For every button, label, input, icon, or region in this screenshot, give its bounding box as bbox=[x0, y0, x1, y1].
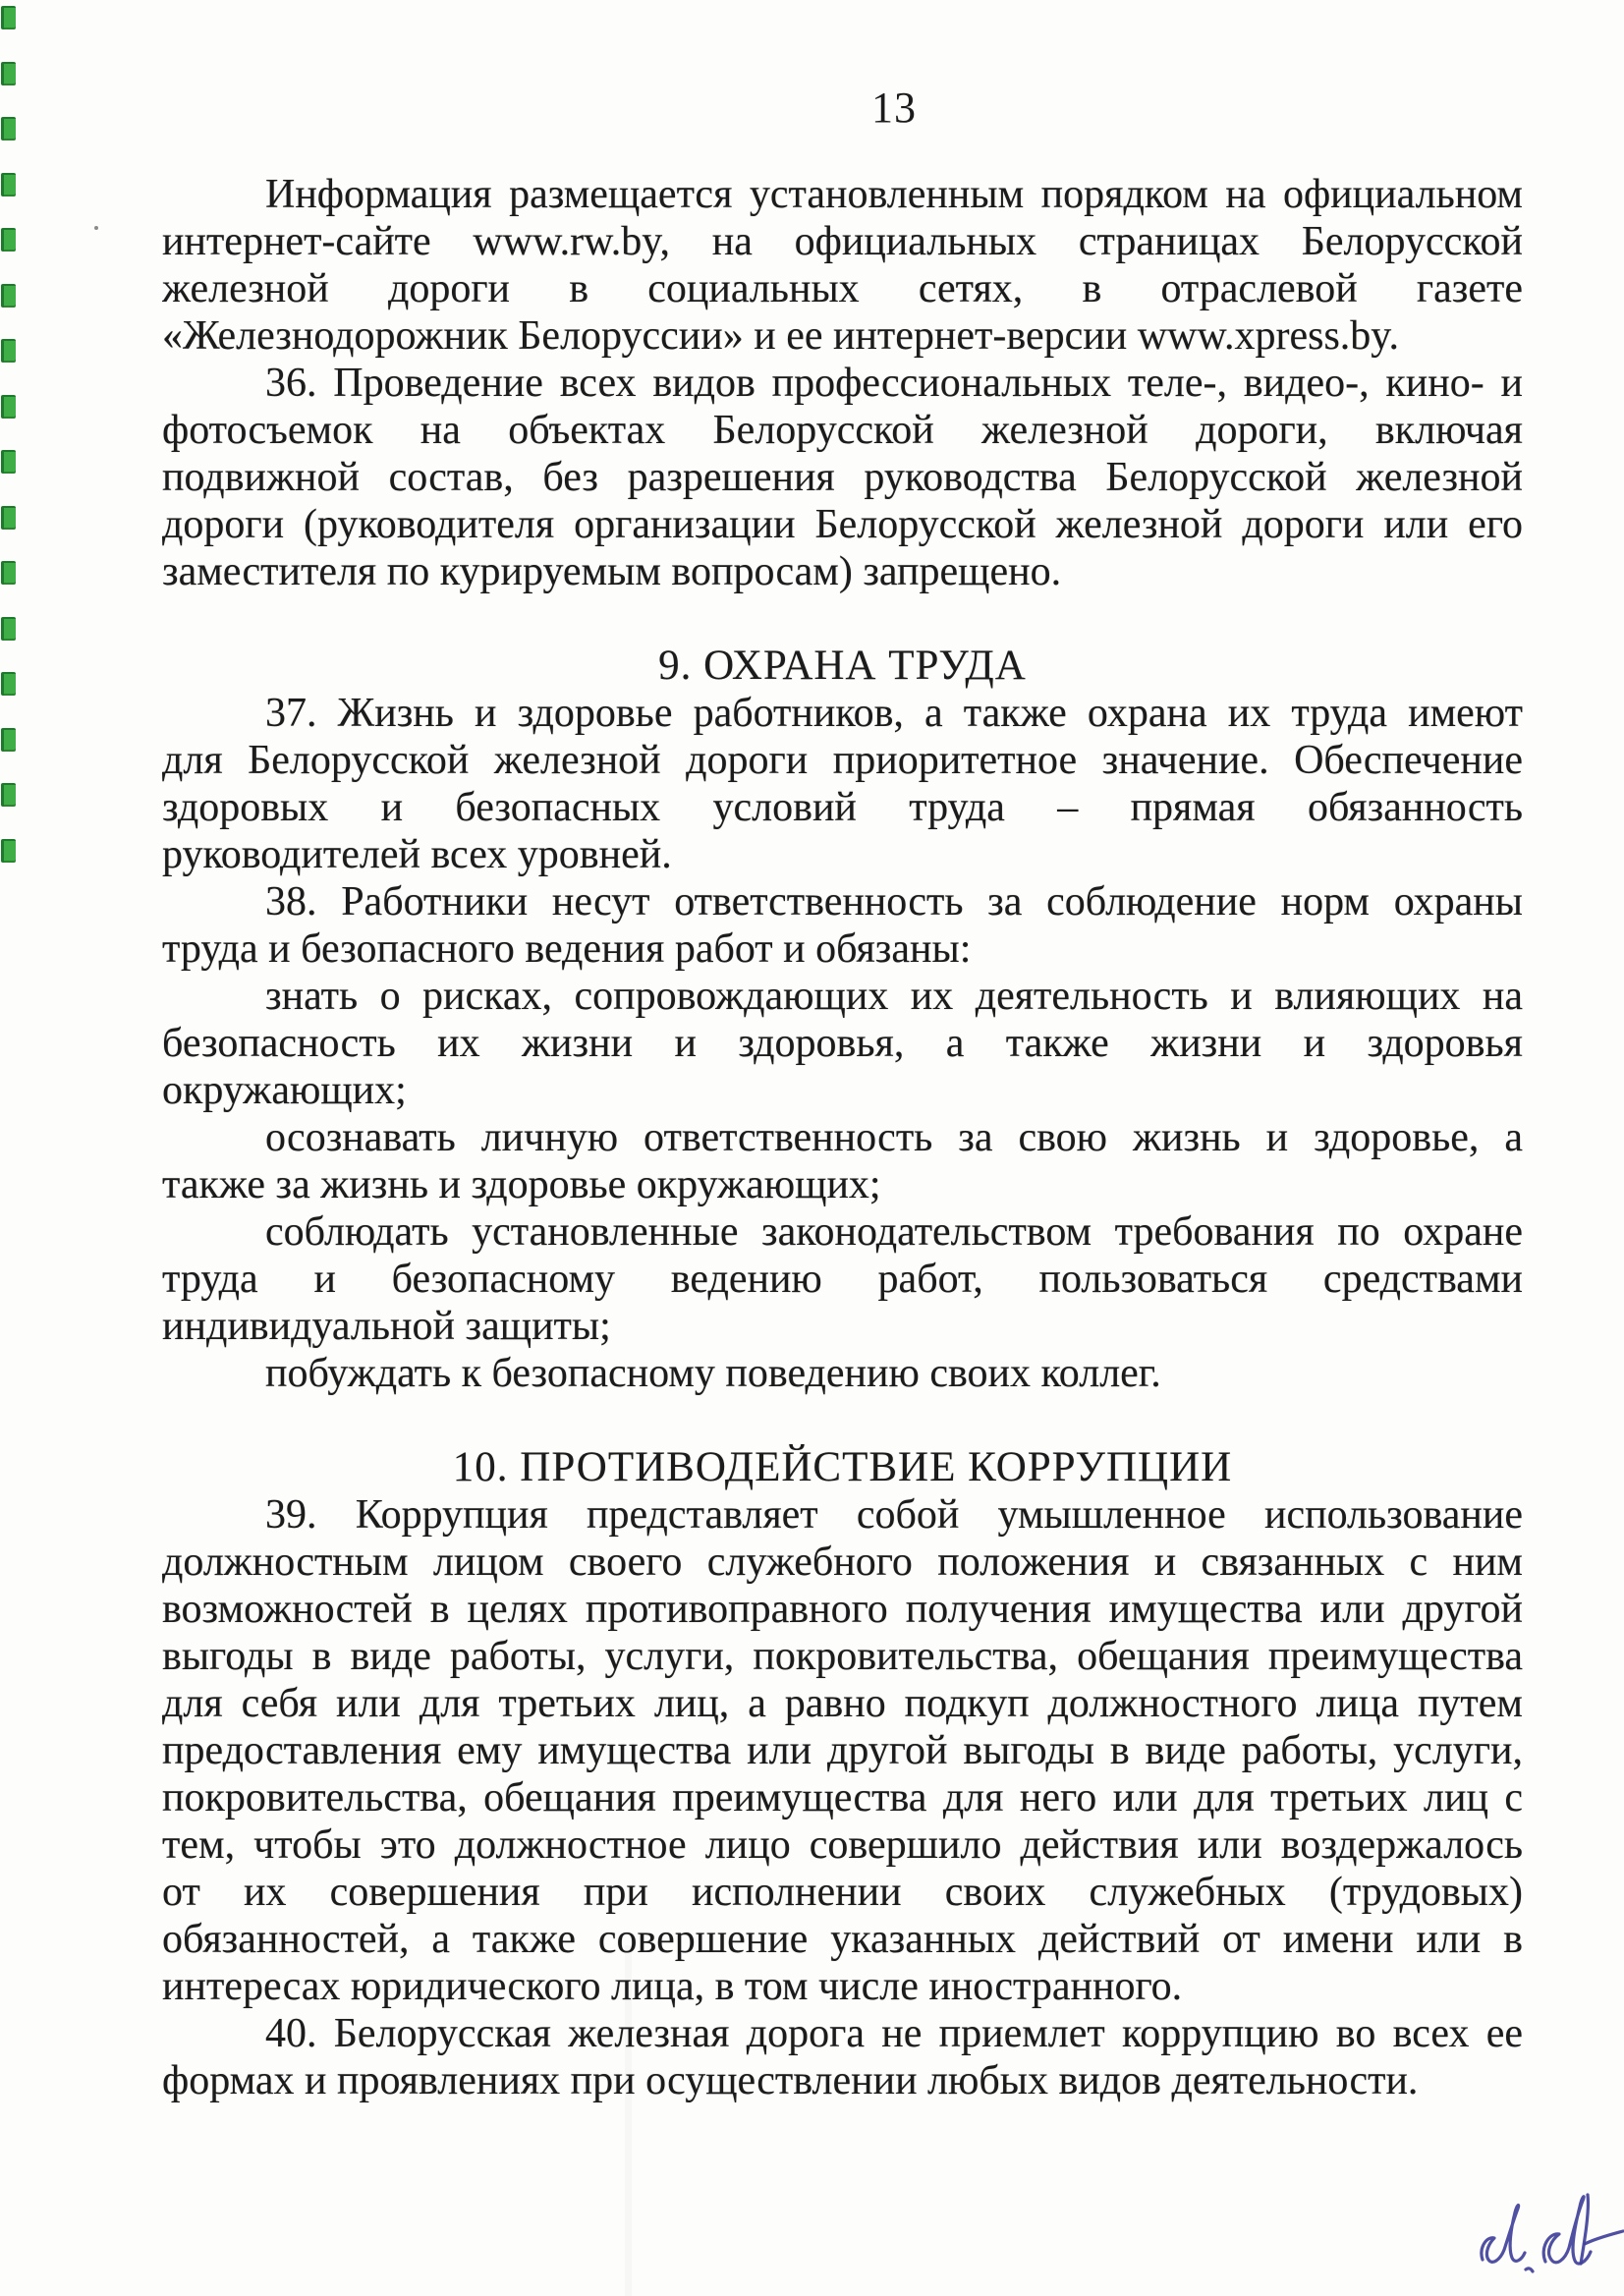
text-line: здоровых и безопасных условий труда – прямая обязанность bbox=[162, 785, 1523, 830]
text-line: 38. Работники несут ответственность за соблюдение норм охраны bbox=[265, 879, 1523, 924]
binder-hole-mark bbox=[1, 561, 16, 585]
signature-stroke-1 bbox=[1482, 2206, 1525, 2263]
paragraph bbox=[162, 1114, 1523, 1208]
text-line: покровительства, обещания преимущества для него или для третьих лиц с bbox=[162, 1775, 1523, 1820]
binder-hole-mark bbox=[1, 339, 16, 363]
margin-speck bbox=[94, 226, 98, 230]
text-line: безопасность их жизни и здоровья, а также жизни и здоровья bbox=[162, 1021, 1523, 1066]
text-line: дороги (руководителя организации Белорусской железной дороги или его bbox=[162, 502, 1523, 547]
text-line: 39. Коррупция представляет собой умышленное использование bbox=[265, 1492, 1523, 1538]
page-number: 13 bbox=[871, 84, 917, 132]
text-line: подвижной состав, без разрешения руководства Белорусской железной bbox=[162, 455, 1523, 500]
text-line: выгоды в виде работы, услуги, покровительства, обещания преимущества bbox=[162, 1634, 1523, 1679]
binder-hole-mark bbox=[1, 117, 16, 140]
text-line: железной дороги в социальных сетях, в отраслевой газете bbox=[162, 266, 1523, 311]
text-line: индивидуальной защиты; bbox=[162, 1304, 611, 1349]
paragraph bbox=[162, 360, 1523, 595]
binder-hole-mark bbox=[1, 284, 16, 308]
text-line: «Железнодорожник Белоруссии» и ее интернет-версии www.xpress.by. bbox=[162, 313, 1400, 359]
binder-hole-mark bbox=[1, 839, 16, 863]
text-line: руководителей всех уровней. bbox=[162, 832, 672, 877]
text-line: Информация размещается установленным порядком на официальном bbox=[265, 172, 1523, 217]
paragraph bbox=[162, 2010, 1523, 2104]
text-line: обязанностей, а также совершение указанных действий от имени или в bbox=[162, 1917, 1523, 1962]
text-line: также за жизнь и здоровье окружающих; bbox=[162, 1162, 881, 1207]
binder-marks bbox=[0, 0, 20, 884]
signature-stroke-2 bbox=[1526, 2268, 1533, 2271]
binder-hole-mark bbox=[1, 506, 16, 530]
binder-hole-mark bbox=[1, 783, 16, 807]
paragraph bbox=[162, 690, 1523, 878]
binder-hole-mark bbox=[1, 617, 16, 641]
text-line: для Белорусской железной дороги приоритетное значение. Обеспечение bbox=[162, 738, 1523, 783]
paragraph bbox=[162, 1208, 1523, 1350]
text-line: от их совершения при исполнении своих служебных (трудовых) bbox=[162, 1870, 1523, 1915]
binder-hole-mark bbox=[1, 672, 16, 696]
text-line: знать о рисках, сопровождающих их деятельность и влияющих на bbox=[265, 974, 1523, 1019]
text-line: соблюдать установленные законодательством требования по охране bbox=[265, 1209, 1523, 1255]
document-body bbox=[162, 171, 1523, 2104]
text-line: побуждать к безопасному поведению своих коллег. bbox=[265, 1351, 1161, 1396]
paragraph bbox=[162, 1491, 1523, 2010]
text-line: предоставления ему имущества или другой выгоды в виде работы, услуги, bbox=[162, 1728, 1523, 1773]
signature-ink bbox=[1469, 2189, 1624, 2282]
binder-hole-mark bbox=[1, 728, 16, 752]
paragraph bbox=[162, 973, 1523, 1114]
text-line: фотосъемок на объектах Белорусской железной дороги, включая bbox=[162, 408, 1523, 453]
binder-hole-mark bbox=[1, 228, 16, 252]
text-line: труда и безопасному ведению работ, пользоваться средствами bbox=[162, 1257, 1523, 1302]
section-heading: 9. ОХРАНА ТРУДА bbox=[658, 643, 1027, 689]
text-line: заместителя по курируемым вопросам) запрещено. bbox=[162, 549, 1062, 594]
text-line: для себя или для третьих лиц, а равно подкуп должностного лица путем bbox=[162, 1681, 1523, 1726]
text-line: интернет-сайте www.rw.by, на официальных страницах Белорусской bbox=[162, 219, 1523, 264]
text-line: интересах юридического лица, в том числе иностранного. bbox=[162, 1964, 1183, 2009]
text-line: формах и проявлениях при осуществлении любых видов деятельности. bbox=[162, 2058, 1419, 2103]
text-line: должностным лицом своего служебного положения и связанных с ним bbox=[162, 1540, 1523, 1585]
signature-stroke-5 bbox=[1585, 2231, 1623, 2244]
text-line: 36. Проведение всех видов профессиональных теле-, видео-, кино- и bbox=[265, 361, 1523, 406]
binder-hole-mark bbox=[1, 6, 16, 29]
binder-hole-mark bbox=[1, 395, 16, 419]
paragraph bbox=[162, 1350, 1523, 1397]
binder-hole-mark bbox=[1, 62, 16, 85]
text-line: труда и безопасного ведения работ и обязаны: bbox=[162, 926, 972, 972]
text-line: осознавать личную ответственность за свою жизнь и здоровье, а bbox=[265, 1115, 1523, 1160]
text-line: 37. Жизнь и здоровье работников, а также охрана их труда имеют bbox=[265, 691, 1523, 736]
text-line: 40. Белорусская железная дорога не приемлет коррупцию во всех ее bbox=[265, 2011, 1523, 2056]
binder-hole-mark bbox=[1, 450, 16, 474]
text-line: тем, чтобы это должностное лицо совершило действия или воздержалось bbox=[162, 1822, 1523, 1868]
section-heading: 10. ПРОТИВОДЕЙСТВИЕ КОРРУПЦИИ bbox=[452, 1444, 1233, 1490]
text-line: окружающих; bbox=[162, 1068, 407, 1113]
binder-hole-mark bbox=[1, 173, 16, 196]
text-line: возможностей в целях противоправного получения имущества или другой bbox=[162, 1587, 1523, 1632]
paragraph bbox=[162, 171, 1523, 360]
paragraph bbox=[162, 878, 1523, 973]
